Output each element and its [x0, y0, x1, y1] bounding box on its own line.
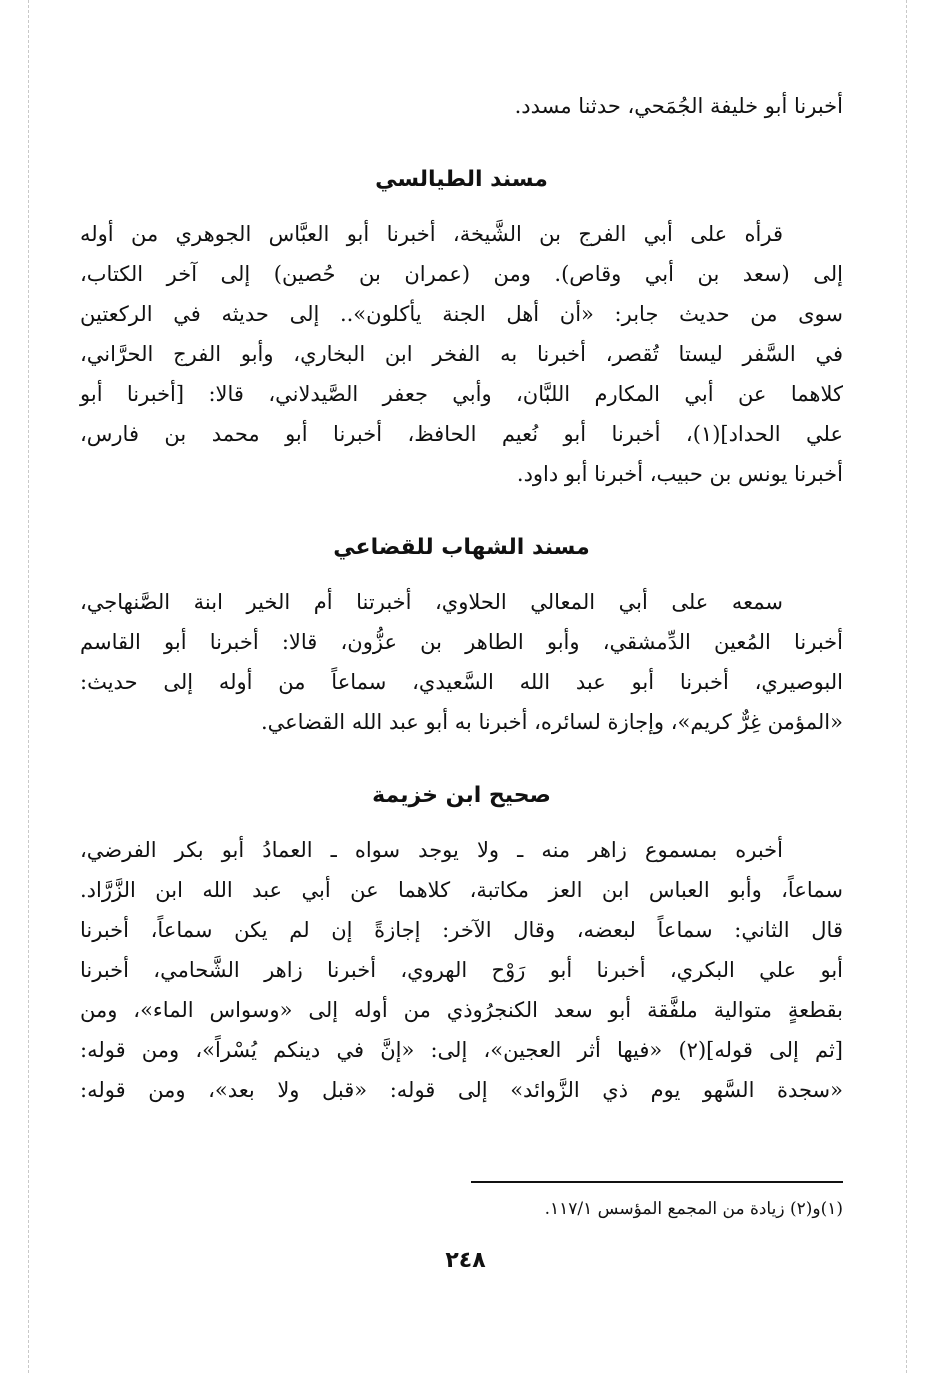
page-number: ٢٤٨	[445, 1248, 486, 1273]
intro-line: أخبرنا أبو خليفة الجُمَحي، حدثنا مسدد.	[514, 94, 843, 118]
section-paragraph-tayalisi	[80, 214, 843, 494]
paragraph-line: البوصيري، أخبرنا أبو عبد الله السَّعيدي، سماعاً من أوله إلى حديث:	[80, 670, 843, 694]
paragraph-line: سمعه على أبي المعالي الحلاوي، أخبرتنا أم الخير ابنة الصَّنهاجي،	[80, 590, 783, 614]
paragraph-line: «المؤمن غِرٌّ كريم»، وإجازة لسائره، أخبرنا به أبو عبد الله القضاعي.	[260, 710, 843, 734]
paragraph-line: أخبرنا يونس بن حبيب، أخبرنا أبو داود.	[516, 462, 843, 486]
paragraph-line: قرأه على أبي الفرج بن الشَّيخة، أخبرنا أبو العبَّاس الجوهري من أوله	[80, 222, 783, 246]
page-body	[80, 86, 843, 1110]
paragraph-line: «سجدة السَّهو يوم ذي الزَّوائد» إلى قوله: «قبل ولا بعد»، ومن قوله:	[80, 1078, 843, 1102]
paragraph-line: قال الثاني: سماعاً لبعضه، وقال الآخر: إجازةً إن لم يكن سماعاً، أخبرنا	[80, 918, 843, 942]
section-paragraph-shihab	[80, 582, 843, 742]
paragraph-line: أخبره بمسموع زاهر منه ـ ولا يوجد سواه ـ العمادُ أبو بكر الفرضي،	[80, 838, 783, 862]
paragraph-line: أبو علي البكري، أخبرنا أبو رَوْح الهروي، أخبرنا زاهر الشَّحامي، أخبرنا	[80, 958, 843, 982]
paragraph-line: سماعاً، وأبو العباس ابن العز مكاتبة، كلاهما عن أبي عبد الله ابن الزَّرَّاد.	[80, 878, 843, 902]
footnote: (١)و(٢) زيادة من المجمع المؤسس ١١٧/١.	[544, 1199, 843, 1219]
section-heading-tayalisi: مسند الطيالسي	[375, 167, 548, 192]
section-paragraph-ibn-khuzayma	[80, 830, 843, 1110]
paragraph-line: [ثم إلى قوله](٢) «فيها أثر العجين»، إلى: «إنَّ في دينكم يُسْراً»، ومن قوله:	[80, 1038, 844, 1062]
section-heading-shihab: مسند الشهاب للقضاعي	[333, 535, 590, 560]
paragraph-line: أخبرنا المُعين الدِّمشقي، وأبو الطاهر بن عزُّون، قالا: أخبرنا أبو القاسم	[80, 630, 843, 654]
paragraph-line: بقطعةٍ متوالية ملفَّقة أبو سعد الكنجرُوذي من أوله إلى «وسواس الماء»، ومن	[80, 998, 843, 1022]
paragraph-line: في السَّفر ليستا تُقصر، أخبرنا به الفخر ابن البخاري، وأبو الفرج الحرَّاني،	[80, 342, 843, 366]
paragraph-line: علي الحداد](١)، أخبرنا أبو نُعيم الحافظ، أخبرنا أبو محمد بن فارس،	[80, 422, 843, 446]
scan-edge-right	[906, 0, 907, 1373]
paragraph-line: إلى (سعد بن أبي وقاص). ومن (عمران بن حُصين) إلى آخر الكتاب،	[80, 262, 843, 286]
paragraph-line: كلاهما عن أبي المكارم اللبَّان، وأبي جعفر الصَّيدلاني، قالا: [أخبرنا أبو	[80, 382, 843, 406]
scan-edge-left	[28, 0, 29, 1373]
section-heading-ibn-khuzayma: صحيح ابن خزيمة	[372, 783, 551, 808]
footnote-divider	[471, 1181, 843, 1183]
paragraph-line: سوى من حديث جابر: «أن أهل الجنة يأكلون».. إلى حديثه في الركعتين	[80, 302, 843, 326]
